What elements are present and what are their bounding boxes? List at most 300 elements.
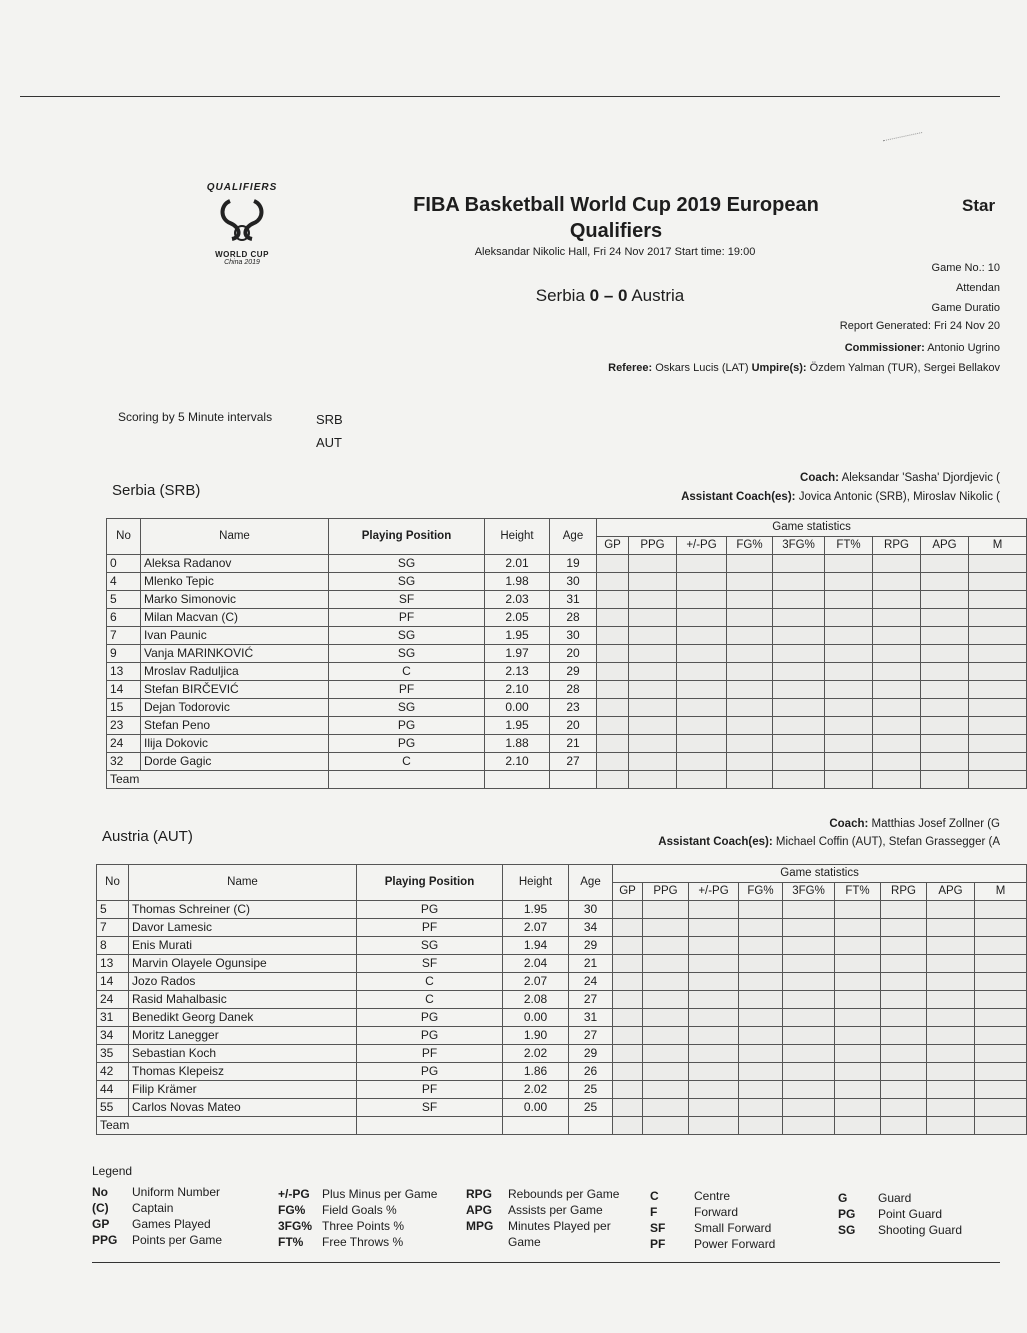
stat-cell — [727, 609, 773, 627]
stat-cell — [825, 627, 873, 645]
stat-cell — [873, 699, 921, 717]
player-row — [97, 1009, 1027, 1027]
stat-cell — [727, 699, 773, 717]
team-cell — [783, 1117, 835, 1135]
stat-cell — [773, 699, 825, 717]
player-height: 0.00 — [503, 1009, 569, 1027]
title-line-2: Qualifiers — [569, 220, 663, 242]
player-age: 30 — [550, 627, 597, 645]
stat-cell — [969, 717, 1027, 735]
team-cell — [881, 1117, 927, 1135]
stat-cell — [773, 717, 825, 735]
stat-cell — [643, 1027, 689, 1045]
player-height: 1.97 — [485, 645, 550, 663]
stat-header: 3FG% — [783, 883, 835, 901]
stat-cell — [927, 1045, 975, 1063]
stat-cell — [975, 1063, 1027, 1081]
player-age: 23 — [550, 699, 597, 717]
stat-cell — [927, 955, 975, 973]
stat-cell — [783, 1045, 835, 1063]
player-height: 2.02 — [503, 1045, 569, 1063]
player-row — [97, 1063, 1027, 1081]
legend-description: Field Goals % — [322, 1203, 397, 1217]
legend-key: No — [92, 1185, 108, 1199]
player-height: 0.00 — [485, 699, 550, 717]
stat-cell — [825, 681, 873, 699]
player-height: 1.86 — [503, 1063, 569, 1081]
stat-cell — [773, 663, 825, 681]
stat-cell — [835, 991, 881, 1009]
legend-entry — [650, 1220, 775, 1236]
player-height: 2.10 — [485, 681, 550, 699]
player-position: PG — [329, 717, 485, 735]
assistant-value: Michael Coffin (AUT), Stefan Grassegger (A — [775, 836, 1000, 848]
player-row — [97, 973, 1027, 991]
stat-cell — [689, 1027, 739, 1045]
stat-cell — [677, 753, 727, 771]
legend-entry — [838, 1190, 962, 1206]
stat-cell — [597, 663, 629, 681]
legend-key: 3FG% — [278, 1219, 313, 1233]
player-number: 5 — [107, 591, 141, 609]
stat-cell — [783, 1009, 835, 1027]
player-position: PF — [329, 681, 485, 699]
stat-cell — [881, 955, 927, 973]
stat-cell — [873, 645, 921, 663]
player-number: 14 — [107, 681, 141, 699]
legend-description: Captain — [132, 1201, 174, 1215]
team-cell — [921, 771, 969, 789]
stat-cell — [969, 663, 1027, 681]
legend-key: SG — [838, 1223, 856, 1237]
col-header-age: Age — [569, 865, 613, 901]
player-position: PG — [357, 901, 503, 919]
stat-cell — [835, 937, 881, 955]
stat-header: RPG — [881, 883, 927, 901]
player-number: 4 — [107, 573, 141, 591]
player-age: 29 — [550, 663, 597, 681]
stat-cell — [727, 735, 773, 753]
stat-cell — [969, 555, 1027, 573]
player-name: Rasid Mahalbasic — [129, 991, 357, 1009]
player-position: PF — [357, 919, 503, 937]
stat-cell — [773, 735, 825, 753]
legend-column-5 — [838, 1190, 962, 1238]
player-position: SG — [329, 645, 485, 663]
player-row — [97, 1045, 1027, 1063]
legend-key: C — [650, 1189, 659, 1203]
stat-cell — [689, 901, 739, 919]
stat-cell — [613, 901, 643, 919]
stat-cell — [825, 573, 873, 591]
stat-cell — [597, 717, 629, 735]
stat-cell — [689, 1099, 739, 1117]
legend-description: Games Played — [132, 1217, 211, 1231]
stat-cell — [969, 753, 1027, 771]
player-position: C — [329, 663, 485, 681]
stat-cell — [597, 753, 629, 771]
stat-cell — [927, 1081, 975, 1099]
stat-cell — [927, 1063, 975, 1081]
stat-cell — [677, 735, 727, 753]
legend-key: PF — [650, 1237, 666, 1251]
player-number: 42 — [97, 1063, 129, 1081]
stat-cell — [613, 973, 643, 991]
stat-cell — [881, 973, 927, 991]
stat-cell — [643, 1045, 689, 1063]
austria-title: Austria (AUT) — [102, 828, 193, 845]
stat-cell — [969, 735, 1027, 753]
stat-header: GP — [613, 883, 643, 901]
legend-entry — [466, 1234, 619, 1250]
player-row — [97, 1081, 1027, 1099]
stat-cell — [629, 663, 677, 681]
stat-cell — [975, 937, 1027, 955]
stat-cell — [643, 919, 689, 937]
player-number: 44 — [97, 1081, 129, 1099]
player-age: 29 — [569, 937, 613, 955]
stat-cell — [873, 609, 921, 627]
coach-value: Aleksandar 'Sasha' Djordjevic ( — [841, 472, 1000, 484]
stat-cell — [783, 955, 835, 973]
commissioner-label: Commissioner: — [844, 342, 925, 354]
stat-cell — [727, 753, 773, 771]
stat-cell — [597, 573, 629, 591]
stat-cell — [643, 937, 689, 955]
stat-cell — [773, 645, 825, 663]
player-number: 55 — [97, 1099, 129, 1117]
stat-cell — [643, 1063, 689, 1081]
stat-cell — [773, 609, 825, 627]
player-number: 35 — [97, 1045, 129, 1063]
legend-description: Free Throws % — [322, 1235, 404, 1249]
player-row — [107, 681, 1027, 699]
player-age: 25 — [569, 1099, 613, 1117]
team-cell — [739, 1117, 783, 1135]
legend-entry — [278, 1234, 437, 1250]
player-number: 32 — [107, 753, 141, 771]
stat-cell — [643, 1099, 689, 1117]
stat-cell — [783, 1063, 835, 1081]
stat-cell — [825, 663, 873, 681]
stat-cell — [677, 663, 727, 681]
stat-header: PPG — [629, 537, 677, 555]
player-age: 27 — [569, 1027, 613, 1045]
stat-header: APG — [927, 883, 975, 901]
legend-description: Assists per Game — [508, 1203, 603, 1217]
player-row — [107, 645, 1027, 663]
team-cell — [597, 771, 629, 789]
player-row — [107, 591, 1027, 609]
stat-cell — [825, 699, 873, 717]
player-height: 2.13 — [485, 663, 550, 681]
team-label: Team — [107, 771, 329, 789]
umpire-value: Özdem Yalman (TUR), Sergei Bellakov — [809, 362, 1000, 374]
stat-cell — [921, 681, 969, 699]
player-row — [97, 937, 1027, 955]
stat-cell — [969, 627, 1027, 645]
stat-cell — [927, 937, 975, 955]
player-age: 34 — [569, 919, 613, 937]
stat-cell — [689, 991, 739, 1009]
player-position: SG — [329, 699, 485, 717]
stat-cell — [629, 699, 677, 717]
stat-cell — [783, 973, 835, 991]
col-header-game-statistics: Game statistics — [597, 519, 1027, 537]
legend-description: Forward — [694, 1205, 739, 1219]
player-height: 2.05 — [485, 609, 550, 627]
commissioner-value: Antonio Ugrino — [927, 342, 1000, 354]
stat-cell — [677, 717, 727, 735]
stat-cell — [969, 609, 1027, 627]
right-cut-title: Star — [962, 196, 996, 215]
player-name: Thomas Schreiner (C) — [129, 901, 357, 919]
stat-cell — [783, 1099, 835, 1117]
stat-cell — [921, 663, 969, 681]
stat-cell — [825, 753, 873, 771]
col-header-no: No — [107, 519, 141, 555]
stat-cell — [643, 973, 689, 991]
stat-cell — [643, 955, 689, 973]
player-number: 23 — [107, 717, 141, 735]
stat-cell — [975, 901, 1027, 919]
player-row — [97, 1027, 1027, 1045]
stat-cell — [613, 1063, 643, 1081]
player-position: C — [357, 991, 503, 1009]
stat-cell — [881, 937, 927, 955]
stat-cell — [677, 591, 727, 609]
player-height: 2.02 — [503, 1081, 569, 1099]
stat-cell — [975, 955, 1027, 973]
col-header-position: Playing Position — [357, 865, 503, 901]
stat-cell — [975, 1045, 1027, 1063]
player-number: 13 — [97, 955, 129, 973]
player-name: Carlos Novas Mateo — [129, 1099, 357, 1117]
stat-cell — [825, 591, 873, 609]
legend-column-2 — [278, 1186, 437, 1250]
stat-cell — [677, 573, 727, 591]
stat-cell — [927, 1099, 975, 1117]
stat-cell — [825, 645, 873, 663]
team-cell — [773, 771, 825, 789]
stat-cell — [773, 573, 825, 591]
player-position: SF — [357, 1099, 503, 1117]
stat-cell — [727, 681, 773, 699]
legend-description: Minutes Played per — [508, 1219, 611, 1233]
stat-cell — [873, 663, 921, 681]
stat-cell — [835, 1027, 881, 1045]
legend-entry — [466, 1218, 619, 1234]
stat-header: 3FG% — [773, 537, 825, 555]
legend-entry — [466, 1186, 619, 1202]
player-name: Mroslav Raduljica — [141, 663, 329, 681]
stat-cell — [969, 699, 1027, 717]
player-row — [97, 901, 1027, 919]
player-height: 2.07 — [503, 919, 569, 937]
stat-cell — [739, 901, 783, 919]
stat-cell — [975, 1099, 1027, 1117]
pen-mark — [883, 132, 925, 155]
stat-cell — [783, 937, 835, 955]
legend-description: Points per Game — [132, 1233, 223, 1247]
stat-cell — [873, 627, 921, 645]
stat-cell — [597, 555, 629, 573]
stat-cell — [921, 609, 969, 627]
player-row — [97, 955, 1027, 973]
referee-label: Referee: — [608, 362, 653, 374]
game-duration: Game Duratio — [931, 302, 1000, 314]
player-number: 34 — [97, 1027, 129, 1045]
player-position: PG — [357, 1063, 503, 1081]
stat-cell — [597, 591, 629, 609]
player-height: 2.10 — [485, 753, 550, 771]
stat-cell — [975, 1009, 1027, 1027]
stat-cell — [975, 973, 1027, 991]
stat-cell — [881, 1081, 927, 1099]
stat-cell — [873, 681, 921, 699]
stat-cell — [643, 901, 689, 919]
stat-cell — [677, 627, 727, 645]
team-cell — [329, 771, 485, 789]
stat-cell — [739, 1009, 783, 1027]
bottom-rule — [92, 1262, 1000, 1263]
player-position: SF — [329, 591, 485, 609]
stat-cell — [921, 717, 969, 735]
stat-cell — [783, 991, 835, 1009]
legend-description: Centre — [694, 1189, 731, 1203]
player-height: 1.95 — [503, 901, 569, 919]
serbia-coach — [800, 472, 1000, 484]
stat-cell — [881, 919, 927, 937]
stat-cell — [881, 901, 927, 919]
stat-cell — [783, 919, 835, 937]
stat-cell — [873, 573, 921, 591]
stat-cell — [825, 717, 873, 735]
stat-cell — [921, 735, 969, 753]
legend-entry — [838, 1206, 962, 1222]
stat-cell — [689, 1063, 739, 1081]
player-name: Filip Krämer — [129, 1081, 357, 1099]
stat-header: FT% — [825, 537, 873, 555]
stat-header: PPG — [643, 883, 689, 901]
stat-cell — [773, 681, 825, 699]
col-header-height: Height — [503, 865, 569, 901]
stat-cell — [927, 1009, 975, 1027]
legend-entry — [650, 1204, 775, 1220]
stat-cell — [597, 735, 629, 753]
team-cell — [969, 771, 1027, 789]
stat-cell — [597, 645, 629, 663]
austria-coach — [829, 818, 1000, 830]
legend-entry — [650, 1188, 775, 1204]
stat-cell — [783, 1081, 835, 1099]
team-label: Team — [97, 1117, 357, 1135]
player-age: 31 — [569, 1009, 613, 1027]
player-row — [107, 609, 1027, 627]
stat-cell — [927, 973, 975, 991]
home-team-name: Serbia — [535, 286, 585, 305]
stat-cell — [825, 609, 873, 627]
stat-cell — [739, 919, 783, 937]
legend-description: Shooting Guard — [878, 1223, 963, 1237]
player-position: PF — [357, 1045, 503, 1063]
team-cell — [629, 771, 677, 789]
player-name: Mlenko Tepic — [141, 573, 329, 591]
team-cell — [835, 1117, 881, 1135]
stat-cell — [975, 1027, 1027, 1045]
player-age: 29 — [569, 1045, 613, 1063]
serbia-roster-table — [106, 518, 1027, 789]
legend-description: Rebounds per Game — [508, 1187, 620, 1201]
stat-cell — [613, 991, 643, 1009]
stat-cell — [727, 663, 773, 681]
legend-description: Guard — [878, 1191, 912, 1205]
legend-key: FG% — [278, 1203, 306, 1217]
player-age: 30 — [569, 901, 613, 919]
stat-cell — [835, 1063, 881, 1081]
stat-cell — [739, 1063, 783, 1081]
player-number: 9 — [107, 645, 141, 663]
player-age: 25 — [569, 1081, 613, 1099]
stat-cell — [835, 955, 881, 973]
team-cell — [825, 771, 873, 789]
coach-label: Coach: — [829, 818, 869, 830]
team-cell — [357, 1117, 503, 1135]
legend-description: Small Forward — [694, 1221, 772, 1235]
stat-cell — [835, 1009, 881, 1027]
stat-cell — [835, 1045, 881, 1063]
page-title — [400, 192, 832, 244]
stat-cell — [739, 1081, 783, 1099]
player-age: 27 — [569, 991, 613, 1009]
player-row — [97, 1099, 1027, 1117]
legend-key: F — [650, 1205, 658, 1219]
player-age: 24 — [569, 973, 613, 991]
team-cell — [975, 1117, 1027, 1135]
austria-assistant-coaches — [658, 836, 1000, 848]
team-cell — [550, 771, 597, 789]
home-score: 0 — [589, 286, 600, 305]
legend-description: Point Guard — [878, 1207, 943, 1221]
stat-header: FG% — [739, 883, 783, 901]
player-name: Vanja MARINKOVIĆ — [141, 645, 329, 663]
player-position: SG — [329, 627, 485, 645]
legend-column-4 — [650, 1188, 775, 1252]
stat-cell — [629, 627, 677, 645]
coach-value: Matthias Josef Zollner (G — [871, 818, 1000, 830]
stat-cell — [689, 955, 739, 973]
player-row — [107, 555, 1027, 573]
stat-cell — [873, 591, 921, 609]
stat-header: APG — [921, 537, 969, 555]
player-name: Thomas Klepeisz — [129, 1063, 357, 1081]
stat-cell — [727, 717, 773, 735]
report-generated: Report Generated: Fri 24 Nov 20 — [839, 320, 1000, 332]
player-row — [107, 573, 1027, 591]
player-height: 1.88 — [485, 735, 550, 753]
stat-cell — [969, 573, 1027, 591]
stat-header: M — [975, 883, 1027, 901]
player-age: 31 — [550, 591, 597, 609]
player-age: 19 — [550, 555, 597, 573]
stat-cell — [975, 991, 1027, 1009]
legend-entry — [92, 1232, 222, 1248]
player-position: C — [329, 753, 485, 771]
stat-cell — [677, 555, 727, 573]
stat-cell — [969, 645, 1027, 663]
player-number: 0 — [107, 555, 141, 573]
stat-cell — [677, 681, 727, 699]
